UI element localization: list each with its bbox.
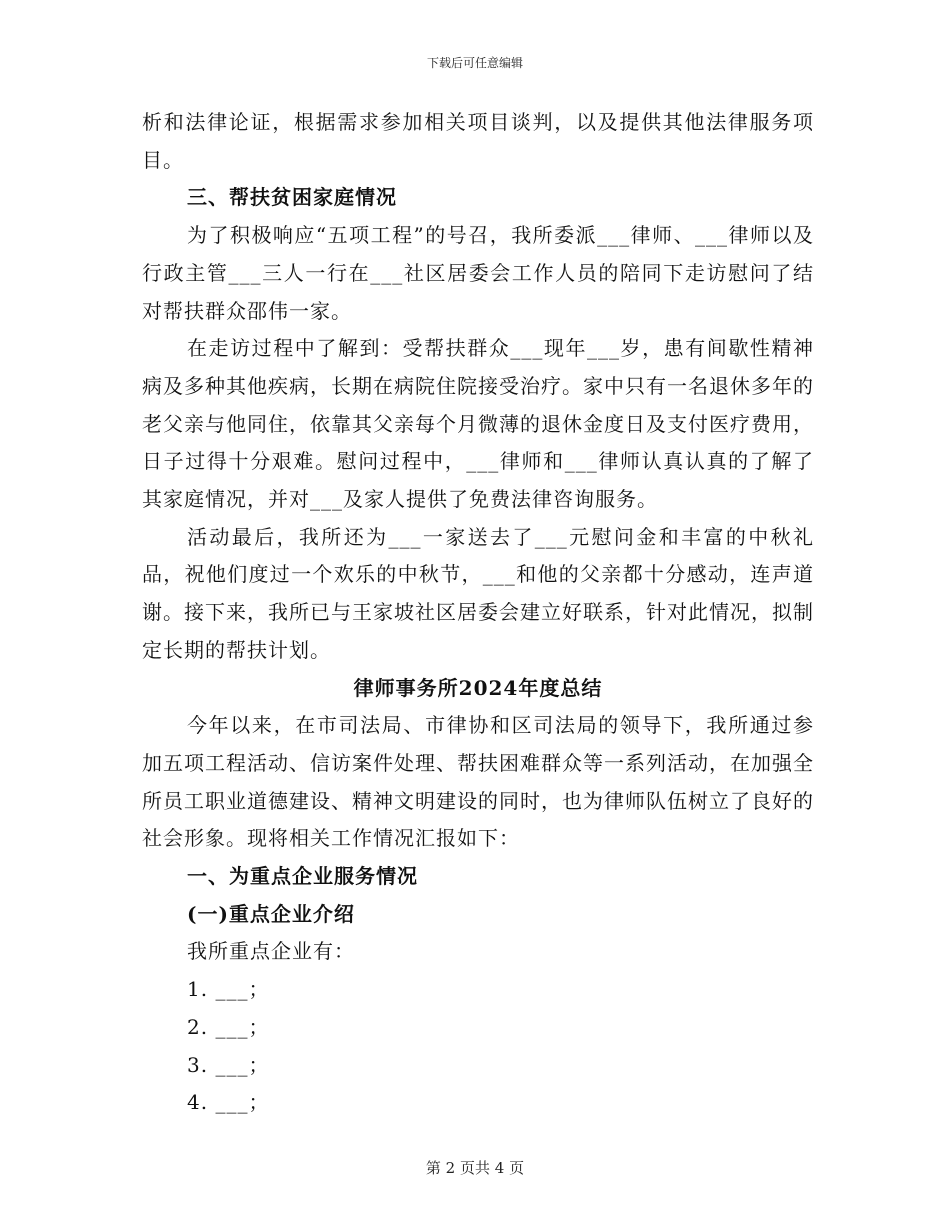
list-item: 1. ___；: [187, 977, 270, 1002]
document-title: 律师事务所2024年度总结: [353, 675, 603, 700]
section-heading-poverty-families: 三、帮扶贫困家庭情况: [187, 185, 397, 210]
subsection-heading-enterprise-intro: (一)重点企业介绍: [187, 901, 355, 926]
list-item: 4. ___；: [187, 1090, 270, 1115]
page-footer: 第 2 页共 4 页: [425, 1159, 525, 1177]
paragraph-visit-details: 在走访过程中了解到：受帮扶群众___现年___岁，患有间歇性精神病及多种其他疾病，长期在病院住院接受治疗。家中只有一名退休多年的老父亲与他同住，依靠其父亲每个月微薄的退休金度日及支付医疗费用，日子过得十分艰难。慰问过程中，___律师和___律师认真认真的了解了其家庭情况，并对___及家人提供了免费法律咨询服务。: [142, 336, 814, 512]
list-item: 2. ___；: [187, 1014, 270, 1039]
document-body: [142, 104, 814, 1122]
list-item: 3. ___；: [187, 1052, 270, 1077]
paragraph-visit: 为了积极响应“五项工程”的号召，我所委派___律师、___律师以及行政主管___三人一行在___社区居委会工作人员的陪同下走访慰问了结对帮扶群众邵伟一家。: [142, 223, 814, 323]
paragraph-intro: 今年以来，在市司法局、市律协和区司法局的领导下，我所通过参加五项工程活动、信访案件处理、帮扶困难群众等一系列活动，在加强全所员工职业道德建设、精神文明建设的同时，也为律师队伍树立了良好的社会形象。现将相关工作情况汇报如下：: [142, 713, 814, 851]
page-header: 下载后可任意编辑: [426, 56, 523, 70]
paragraph-activity-end: 活动最后，我所还为___一家送去了___元慰问金和丰富的中秋礼品，祝他们度过一个欢乐的中秋节，___和他的父亲都十分感动，连声道谢。接下来，我所已与王家坡社区居委会建立好联系，针对此情况，拟制定长期的帮扶计划。: [142, 524, 814, 662]
paragraph-continuation: 析和法律论证，根据需求参加相关项目谈判，以及提供其他法律服务项目。: [142, 110, 814, 172]
paragraph-enterprises-list-intro: 我所重点企业有：: [187, 939, 355, 964]
section-heading-key-enterprises: 一、为重点企业服务情况: [187, 864, 418, 889]
